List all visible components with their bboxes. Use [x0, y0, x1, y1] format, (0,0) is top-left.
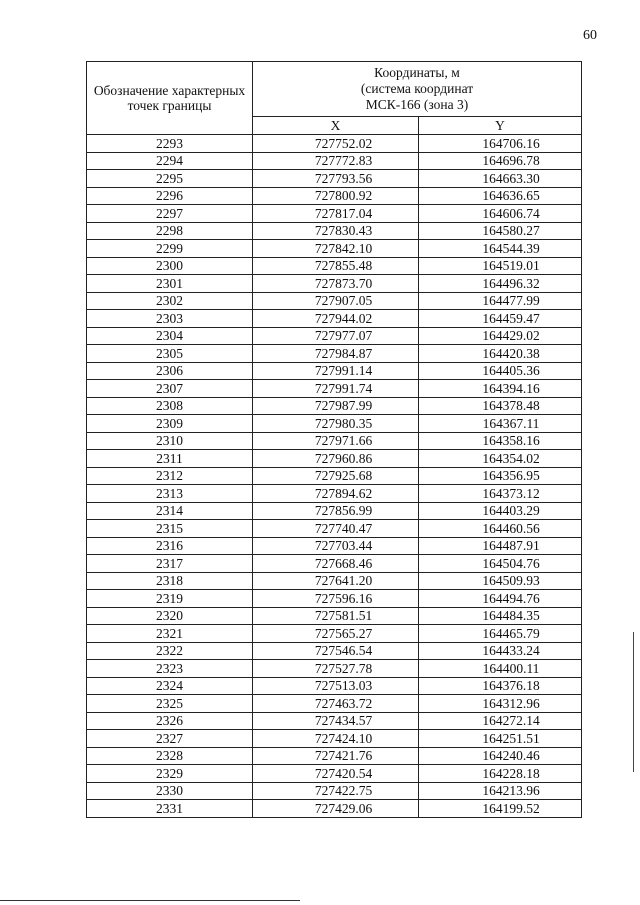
x-coordinate-cell: 727991.14	[253, 362, 419, 380]
footer-rule	[0, 900, 300, 901]
x-coordinate-cell: 727420.54	[253, 765, 419, 783]
page-number: 60	[583, 28, 597, 43]
y-coordinate-cell: 164477.99	[419, 292, 582, 310]
y-coordinate-cell: 164356.95	[419, 467, 582, 485]
table-row	[87, 345, 582, 363]
point-number-cell: 2302	[87, 292, 253, 310]
table-row	[87, 642, 582, 660]
table-row	[87, 712, 582, 730]
y-coordinate-cell: 164199.52	[419, 800, 582, 818]
table-row	[87, 782, 582, 800]
y-coordinate-cell: 164376.18	[419, 677, 582, 695]
table-row	[87, 730, 582, 748]
x-coordinate-cell: 727740.47	[253, 520, 419, 538]
x-coordinate-cell: 727960.86	[253, 450, 419, 468]
x-coordinate-cell: 727977.07	[253, 327, 419, 345]
point-number-cell: 2294	[87, 152, 253, 170]
y-coordinate-cell: 164403.29	[419, 502, 582, 520]
table-row	[87, 415, 582, 433]
point-number-cell: 2319	[87, 590, 253, 608]
table-row	[87, 572, 582, 590]
point-number-cell: 2329	[87, 765, 253, 783]
table-row	[87, 747, 582, 765]
table-row	[87, 432, 582, 450]
point-number-cell: 2325	[87, 695, 253, 713]
table-row	[87, 152, 582, 170]
table-row	[87, 135, 582, 153]
table-row	[87, 502, 582, 520]
point-number-cell: 2303	[87, 310, 253, 328]
point-designation-label: Обозначение характерных точек границы	[93, 83, 246, 113]
y-coordinate-cell: 164504.76	[419, 555, 582, 573]
y-coordinate-cell: 164400.11	[419, 660, 582, 678]
x-coordinate-cell: 727793.56	[253, 170, 419, 188]
table-row	[87, 625, 582, 643]
x-coordinate-cell: 727513.03	[253, 677, 419, 695]
x-coordinate-cell: 727907.05	[253, 292, 419, 310]
point-number-cell: 2304	[87, 327, 253, 345]
x-coordinate-cell: 727596.16	[253, 590, 419, 608]
point-number-cell: 2309	[87, 415, 253, 433]
point-number-cell: 2298	[87, 222, 253, 240]
point-number-cell: 2324	[87, 677, 253, 695]
y-coordinate-cell: 164487.91	[419, 537, 582, 555]
table-row	[87, 222, 582, 240]
point-number-cell: 2308	[87, 397, 253, 415]
table-row	[87, 450, 582, 468]
table-row	[87, 660, 582, 678]
y-coordinate-cell: 164496.32	[419, 275, 582, 293]
point-number-cell: 2316	[87, 537, 253, 555]
y-coordinate-cell: 164509.93	[419, 572, 582, 590]
coordinates-title-line1: Координаты, м	[374, 65, 460, 80]
y-coordinate-cell: 164580.27	[419, 222, 582, 240]
table-row	[87, 205, 582, 223]
y-coordinate-cell: 164433.24	[419, 642, 582, 660]
y-column-header: Y	[419, 117, 582, 135]
x-coordinate-cell: 727800.92	[253, 187, 419, 205]
point-number-cell: 2301	[87, 275, 253, 293]
table-row	[87, 537, 582, 555]
y-coordinate-cell: 164606.74	[419, 205, 582, 223]
table-row	[87, 695, 582, 713]
point-number-cell: 2307	[87, 380, 253, 398]
point-number-cell: 2314	[87, 502, 253, 520]
x-coordinate-cell: 727944.02	[253, 310, 419, 328]
table-row	[87, 380, 582, 398]
x-coordinate-cell: 727565.27	[253, 625, 419, 643]
table-row	[87, 800, 582, 818]
coordinates-title-line2: (система координат	[360, 81, 474, 96]
x-coordinate-cell: 727830.43	[253, 222, 419, 240]
point-number-cell: 2293	[87, 135, 253, 153]
point-designation-header	[87, 62, 253, 135]
x-coordinate-cell: 727463.72	[253, 695, 419, 713]
point-number-cell: 2318	[87, 572, 253, 590]
x-coordinate-cell: 727894.62	[253, 485, 419, 503]
y-coordinate-cell: 164378.48	[419, 397, 582, 415]
y-coordinate-cell: 164240.46	[419, 747, 582, 765]
y-coordinate-cell: 164354.02	[419, 450, 582, 468]
point-number-cell: 2305	[87, 345, 253, 363]
y-coordinate-cell: 164494.76	[419, 590, 582, 608]
y-coordinate-cell: 164420.38	[419, 345, 582, 363]
x-coordinate-cell: 727987.99	[253, 397, 419, 415]
coordinates-header	[253, 62, 582, 117]
point-number-cell: 2310	[87, 432, 253, 450]
point-number-cell: 2311	[87, 450, 253, 468]
table-body	[87, 135, 582, 818]
table-header	[87, 62, 582, 135]
table-row	[87, 397, 582, 415]
y-coordinate-cell: 164429.02	[419, 327, 582, 345]
x-coordinate-cell: 727424.10	[253, 730, 419, 748]
y-coordinate-cell: 164636.65	[419, 187, 582, 205]
table-row	[87, 677, 582, 695]
y-coordinate-cell: 164459.47	[419, 310, 582, 328]
table-row	[87, 275, 582, 293]
table-row	[87, 765, 582, 783]
y-coordinate-cell: 164251.51	[419, 730, 582, 748]
x-coordinate-cell: 727581.51	[253, 607, 419, 625]
point-number-cell: 2330	[87, 782, 253, 800]
point-number-cell: 2315	[87, 520, 253, 538]
y-coordinate-cell: 164272.14	[419, 712, 582, 730]
table-row	[87, 607, 582, 625]
table-row	[87, 467, 582, 485]
point-number-cell: 2331	[87, 800, 253, 818]
x-column-header: X	[253, 117, 419, 135]
y-coordinate-cell: 164519.01	[419, 257, 582, 275]
table-row	[87, 362, 582, 380]
y-coordinate-cell: 164460.56	[419, 520, 582, 538]
x-coordinate-cell: 727855.48	[253, 257, 419, 275]
table-row	[87, 257, 582, 275]
x-coordinate-cell: 727772.83	[253, 152, 419, 170]
y-coordinate-cell: 164394.16	[419, 380, 582, 398]
x-coordinate-cell: 727641.20	[253, 572, 419, 590]
y-coordinate-cell: 164663.30	[419, 170, 582, 188]
x-coordinate-cell: 727856.99	[253, 502, 419, 520]
x-coordinate-cell: 727527.78	[253, 660, 419, 678]
y-coordinate-cell: 164706.16	[419, 135, 582, 153]
y-coordinate-cell: 164405.36	[419, 362, 582, 380]
y-coordinate-cell: 164367.11	[419, 415, 582, 433]
point-number-cell: 2296	[87, 187, 253, 205]
x-coordinate-cell: 727971.66	[253, 432, 419, 450]
y-coordinate-cell: 164373.12	[419, 485, 582, 503]
table-row	[87, 292, 582, 310]
table-row	[87, 170, 582, 188]
y-coordinate-cell: 164465.79	[419, 625, 582, 643]
x-coordinate-cell: 727873.70	[253, 275, 419, 293]
table-row	[87, 187, 582, 205]
x-coordinate-cell: 727668.46	[253, 555, 419, 573]
y-coordinate-cell: 164312.96	[419, 695, 582, 713]
point-number-cell: 2306	[87, 362, 253, 380]
x-coordinate-cell: 727980.35	[253, 415, 419, 433]
x-coordinate-cell: 727421.76	[253, 747, 419, 765]
table-row	[87, 310, 582, 328]
x-coordinate-cell: 727991.74	[253, 380, 419, 398]
point-number-cell: 2313	[87, 485, 253, 503]
table-row	[87, 327, 582, 345]
point-number-cell: 2321	[87, 625, 253, 643]
y-coordinate-cell: 164213.96	[419, 782, 582, 800]
table-row	[87, 520, 582, 538]
y-coordinate-cell: 164544.39	[419, 240, 582, 258]
x-coordinate-cell: 727434.57	[253, 712, 419, 730]
point-number-cell: 2312	[87, 467, 253, 485]
y-coordinate-cell: 164358.16	[419, 432, 582, 450]
table-row	[87, 555, 582, 573]
coordinates-table	[86, 61, 582, 818]
x-coordinate-cell: 727429.06	[253, 800, 419, 818]
point-number-cell: 2299	[87, 240, 253, 258]
point-number-cell: 2295	[87, 170, 253, 188]
x-coordinate-cell: 727422.75	[253, 782, 419, 800]
point-number-cell: 2297	[87, 205, 253, 223]
x-coordinate-cell: 727752.02	[253, 135, 419, 153]
x-coordinate-cell: 727703.44	[253, 537, 419, 555]
point-number-cell: 2300	[87, 257, 253, 275]
x-coordinate-cell: 727817.04	[253, 205, 419, 223]
x-coordinate-cell: 727546.54	[253, 642, 419, 660]
point-number-cell: 2327	[87, 730, 253, 748]
point-number-cell: 2323	[87, 660, 253, 678]
table-row	[87, 485, 582, 503]
table-row	[87, 240, 582, 258]
x-coordinate-cell: 727925.68	[253, 467, 419, 485]
point-number-cell: 2322	[87, 642, 253, 660]
x-coordinate-cell: 727984.87	[253, 345, 419, 363]
point-number-cell: 2328	[87, 747, 253, 765]
x-coordinate-cell: 727842.10	[253, 240, 419, 258]
y-coordinate-cell: 164484.35	[419, 607, 582, 625]
point-number-cell: 2326	[87, 712, 253, 730]
point-number-cell: 2317	[87, 555, 253, 573]
point-number-cell: 2320	[87, 607, 253, 625]
scan-mark	[633, 632, 634, 772]
table-row	[87, 590, 582, 608]
y-coordinate-cell: 164696.78	[419, 152, 582, 170]
coordinates-title-line3: МСК-166 (зона 3)	[365, 97, 469, 112]
y-coordinate-cell: 164228.18	[419, 765, 582, 783]
